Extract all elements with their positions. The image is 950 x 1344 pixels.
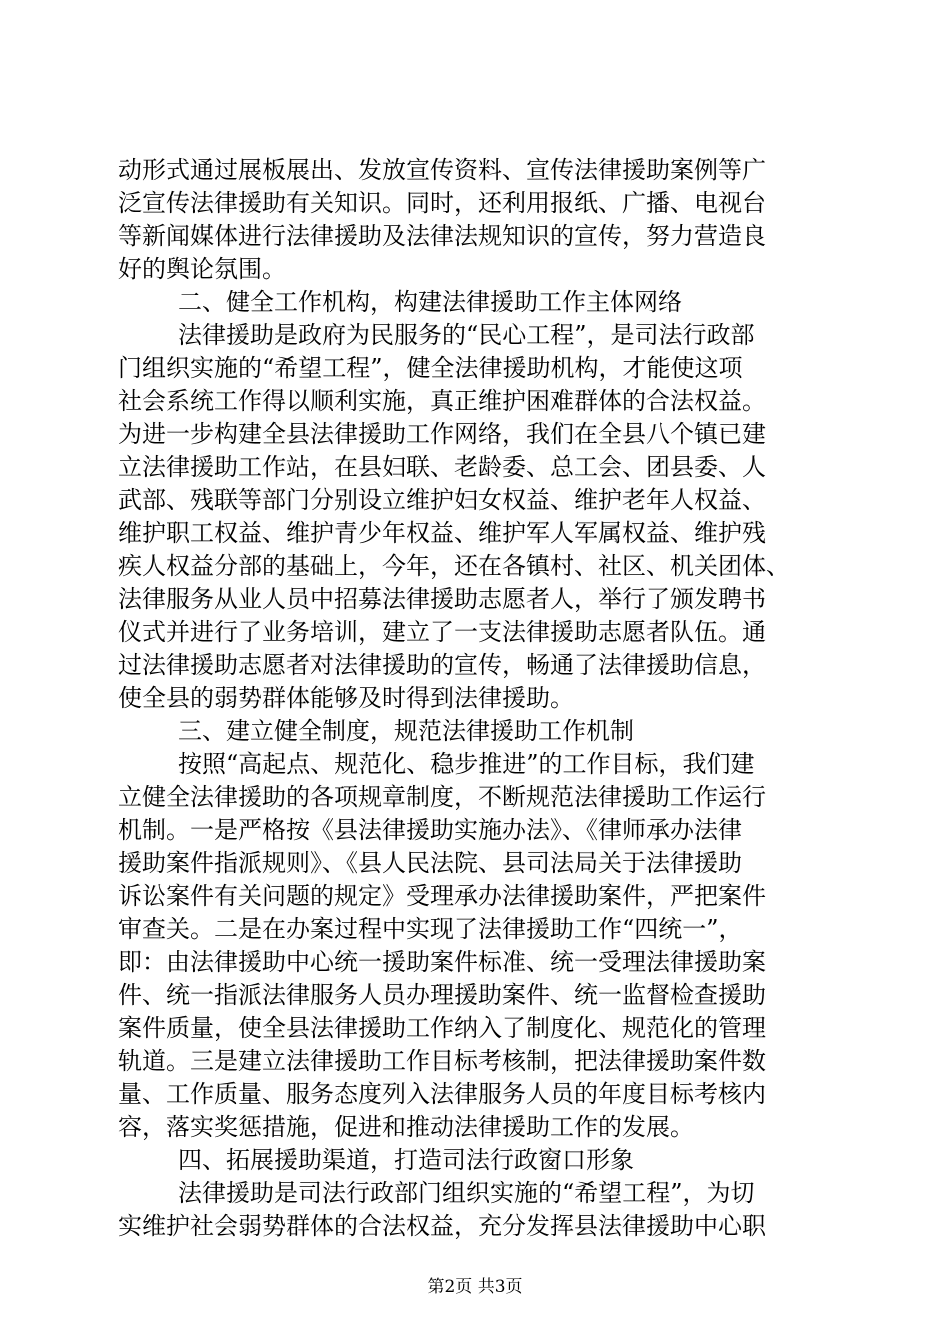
section-heading: 三、建立健全制度，规范法律援助工作机制 <box>178 717 634 745</box>
text-line: 即：由法律援助中心统一援助案件标准、统一受理法律援助案 <box>118 948 766 976</box>
text-line: 仪式并进行了业务培训，建立了一支法律援助志愿者队伍。通 <box>118 618 766 646</box>
text-line: 实维护社会弱势群体的合法权益，充分发挥县法律援助中心职 <box>118 1212 766 1240</box>
text-line: 好的舆论氛围。 <box>118 255 286 283</box>
text-line: 援助案件指派规则》、《县人民法院、县司法局关于法律援助 <box>118 849 742 877</box>
section-heading: 四、拓展援助渠道，打造司法行政窗口形象 <box>178 1146 634 1174</box>
text-line: 动形式通过展板展出、发放宣传资料、宣传法律援助案例等广 <box>118 156 766 184</box>
text-line: 泛宣传法律援助有关知识。同时，还利用报纸、广播、电视台 <box>118 189 766 217</box>
text-line: 量、工作质量、服务态度列入法律服务人员的年度目标考核内 <box>118 1080 766 1108</box>
text-line: 武部、残联等部门分别设立维护妇女权益、维护老年人权益、 <box>118 486 766 514</box>
text-line: 等新闻媒体进行法律援助及法律法规知识的宣传，努力营造良 <box>118 222 766 250</box>
text-line: 维护职工权益、维护青少年权益、维护军人军属权益、维护残 <box>118 519 766 547</box>
text-line: 法律援助是政府为民服务的“民心工程”，是司法行政部 <box>178 321 755 349</box>
document-body <box>118 154 830 1243</box>
text-line: 法律服务从业人员中招募法律援助志愿者人，举行了颁发聘书 <box>118 585 766 613</box>
text-line: 容，落实奖惩措施，促进和推动法律援助工作的发展。 <box>118 1113 694 1141</box>
text-line: 疾人权益分部的基础上，今年，还在各镇村、社区、机关团体、 <box>118 552 790 580</box>
section-heading: 二、健全工作机构，构建法律援助工作主体网络 <box>178 288 682 316</box>
text-line: 件、统一指派法律服务人员办理援助案件、统一监督检查援助 <box>118 981 766 1009</box>
text-line: 过法律援助志愿者对法律援助的宣传，畅通了法律援助信息， <box>118 651 766 679</box>
text-line: 按照“高起点、规范化、稳步推进”的工作目标，我们建 <box>178 750 755 778</box>
text-line: 审查关。二是在办案过程中实现了法律援助工作“四统一”， <box>118 915 743 943</box>
text-line: 使全县的弱势群体能够及时得到法律援助。 <box>118 684 574 712</box>
page-footer: 第2页 共3页 <box>427 1277 523 1297</box>
text-line: 诉讼案件有关问题的规定》受理承办法律援助案件，严把案件 <box>118 882 766 910</box>
text-line: 门组织实施的“希望工程”，健全法律援助机构，才能使这项 <box>118 354 743 382</box>
text-line: 法律援助是司法行政部门组织实施的“希望工程”，为切 <box>178 1179 755 1207</box>
text-line: 社会系统工作得以顺利实施，真正维护困难群体的合法权益。 <box>118 387 766 415</box>
text-line: 轨道。三是建立法律援助工作目标考核制，把法律援助案件数 <box>118 1047 766 1075</box>
text-line: 案件质量，使全县法律援助工作纳入了制度化、规范化的管理 <box>118 1014 766 1042</box>
text-line: 为进一步构建全县法律援助工作网络，我们在全县八个镇已建 <box>118 420 766 448</box>
text-line: 立健全法律援助的各项规章制度，不断规范法律援助工作运行 <box>118 783 766 811</box>
text-line: 立法律援助工作站，在县妇联、老龄委、总工会、团县委、人 <box>118 453 766 481</box>
text-line: 机制。一是严格按《县法律援助实施办法》、《律师承办法律 <box>118 816 742 844</box>
